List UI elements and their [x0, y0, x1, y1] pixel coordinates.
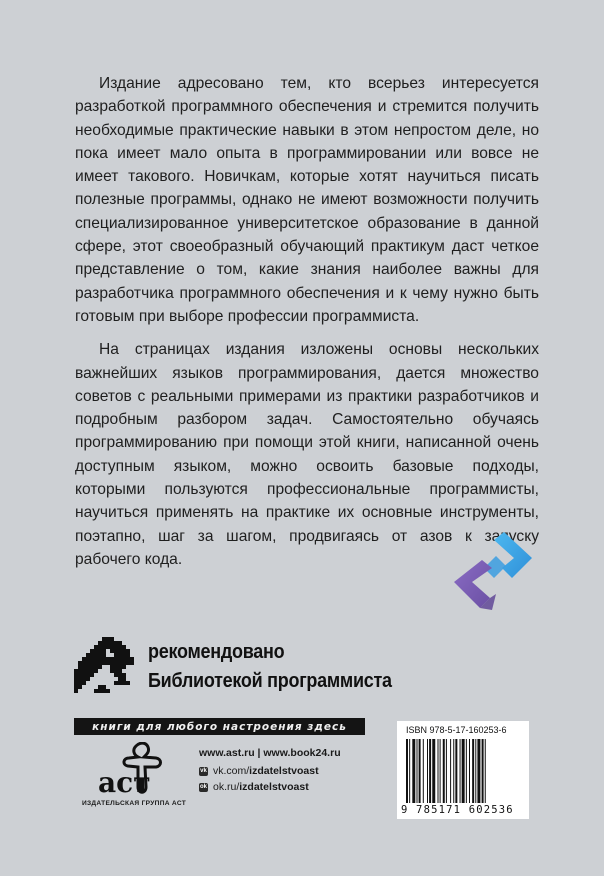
- tagline-bar: [74, 718, 365, 735]
- ok-prefix: ok.ru/: [213, 781, 240, 793]
- ast-publisher-logo-icon: [96, 742, 166, 800]
- blurb: [75, 72, 539, 581]
- isbn-label: ISBN 978-5-17-160253-6: [406, 725, 507, 735]
- recommendation: [148, 638, 392, 696]
- barcode-number: 9 785171 602536: [401, 804, 514, 816]
- vk-handle: izdatelstvoast: [249, 765, 319, 777]
- barcode-block: [397, 721, 529, 819]
- vk-icon: vk: [200, 768, 207, 774]
- recommendation-line-1: рекомендовано: [148, 641, 285, 663]
- recommendation-line-2: Библиотекой программиста: [148, 670, 392, 692]
- tagline-text: книги для любого настроения здесь: [92, 720, 347, 733]
- ok-icon: ok: [199, 784, 207, 790]
- barcode-icon: [406, 739, 520, 803]
- publisher-sites-link[interactable]: www.ast.ru | www.book24.ru: [199, 747, 341, 759]
- series-logo-icon: [452, 530, 536, 612]
- ok-link[interactable]: [199, 781, 341, 793]
- ast-logo-text: аст: [98, 766, 151, 799]
- publisher-links: [199, 747, 341, 797]
- ok-handle: izdatelstvoast: [239, 781, 309, 793]
- library-pixel-logo-icon: [74, 636, 138, 694]
- publisher-group-name: ИЗДАТЕЛЬСКАЯ ГРУППА АСТ: [81, 800, 187, 807]
- vk-link[interactable]: [199, 765, 341, 777]
- blurb-paragraph-1: Издание адресовано тем, кто всерьез интересуется разработкой программного обеспечения и стремится получить необходимые практические навыки в этом непростом деле, но пока имеет мало опыта в программировании или вовсе не имеет такового. Новичкам, которые хотят научиться писать полезные программы, однако не имеют возможности получить специализированное университетское образование в данной сфере, этот своеобразный обучающий практикум даст четкое представление о том, какие знания наиболее важны для разработчика программного обеспечения и к чему нужно быть готовым при выборе профессии программиста.: [75, 75, 539, 325]
- vk-prefix: vk.com/: [213, 765, 250, 777]
- blurb-paragraph-2: На страницах издания изложены основы нескольких важнейших языков программирования, дается множество советов с реальными примерами из практики разработчиков и подробным разбором задач. Самостоятельно обучаясь программированию при помощи этой книги, написанной очень доступным языком, можно освоить базовые подходы, которыми пользуются профессиональные программисты, научиться применять на практике их основные инструменты, поэтапно, шаг за шагом, продвигаясь от азов к запуску рабочего кода.: [75, 341, 539, 568]
